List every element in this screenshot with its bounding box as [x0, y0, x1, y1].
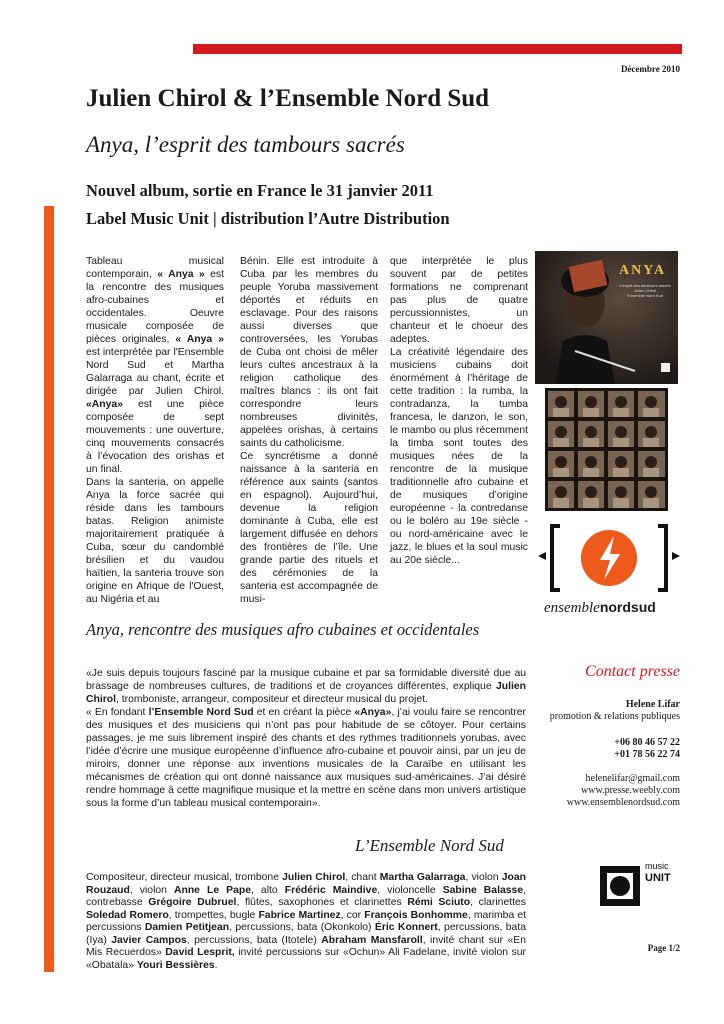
credit-name: Martha Galarraga	[379, 872, 466, 883]
credit-role: , flûtes, saxophones et clarinettes	[236, 897, 408, 908]
page-number: Page 1/2	[647, 943, 680, 953]
album-cover-lines: L'esprit des tambours sacrés Julien Chirol Ensemble Nord Sud	[619, 283, 671, 298]
credit-name: Damien Petitjean	[144, 922, 230, 933]
album-cover-brand: ANYA	[619, 263, 667, 278]
credit-name: Anne Le Pape	[173, 884, 251, 896]
credit-name: Sabine Balasse	[442, 884, 524, 896]
credit-role: , violoncelle	[377, 884, 443, 896]
quote-paragraph-2: « En fondant l’Ensemble Nord Sud et en créant la pièce «Anya», j’ai voulu faire se rencontrer des musiques et des musiciens qui n’ont pas pour habitude de se côtoyer. Pour certains passages, je me suis librement inspiré des chants et des rythmes traditionnels yorubas, avec l’idée d’écrire une musique européenne d’influence afro-cubaine et pouvoir ainsi, par un jeu de miroirs, donner une réponse aux inventions musicales de la Caraïbe en utilisant les mécanismes de création qui ont donné naissance aux musiques sud-américaines. J’ai désiré rendre hommage à cette magnifique musique et la mettre en scène dans mon univers artistique sous la forme d’un tableau musical contemporain».	[86, 707, 526, 809]
col1-paragraph-2: Dans la santeria, on appelle Anya la force sacrée qui réside dans les tambours batas. Religion animiste majoritairement pratiquée à Cuba, sœur du candomblé brésilien et du vaudou haïtien, la santeria trouve son origine en Afrique de l'Ouest, au Nigéria et au	[86, 477, 224, 605]
col3-paragraph-1: que interprétée le plus souvent par de petites formations ne comprenant pas plus de quatre percussionnistes, un chanteur et le choeur des adeptes.	[390, 256, 528, 345]
credit-name: Éric Konnert	[374, 922, 438, 933]
contact-website-1[interactable]: www.presse.weebly.com	[581, 785, 680, 796]
credit-name: Javier Campos	[111, 934, 187, 946]
credit-name: François Bonhomme	[364, 909, 468, 921]
credit-name: Joan Rouzaud	[86, 872, 526, 896]
page-title: Julien Chirol & l’Ensemble Nord Sud	[86, 85, 490, 112]
col2-paragraph-2: Ce syncrétisme a donné naissance à la santeria en référence aux saints (santos en espagnol). Aujourd’hui, devenue la religion dominante à Cuba, elle est largement diffusée en dehors des frontières de l’île. Une grande partie des rituels et des cérémonies de la santeria est accompagnée de musi-	[240, 451, 378, 605]
credit-name: Youri Bessières	[136, 959, 215, 971]
ensemble-logo-graphic	[536, 520, 682, 598]
album-cover-image	[535, 251, 678, 384]
credit-name: Rémi Sciuto	[407, 897, 471, 908]
credit-role: , marimba et percussions	[86, 909, 527, 933]
credit-role: , contrebasse	[86, 884, 526, 908]
release-heading: Nouvel album, sortie en France le 31 janvier 2011	[86, 181, 434, 200]
section-title: Anya, rencontre des musiques afro cubaines et occidentales	[86, 620, 480, 639]
header-red-bar	[193, 44, 682, 54]
document-date: Décembre 2010	[620, 64, 680, 74]
page-subtitle: Anya, l’esprit des tambours sacrés	[86, 132, 405, 157]
contact-title: Contact presse	[585, 663, 680, 680]
col2-paragraph-1: Bénin. Elle est introduite à Cuba par les membres du peuple Yoruba massivement déportés et réduits en esclavage. Pour des raisons aussi diverses que controversées, les Yorubas de Cuba ont choisi de mêler leurs cultes ancestraux à la religion catholique des maîtres blancs : ils ont fait correspondre leurs nombreuses divinités, appelées orishas, à certains saints du catholicisme.	[240, 256, 378, 449]
credit-name: Soledad Romero	[86, 909, 169, 921]
credit-role: , violon	[129, 884, 174, 896]
credit-role: , cor	[340, 909, 365, 921]
text-column-2	[240, 255, 378, 606]
credit-role: , clarinettes	[470, 897, 526, 908]
label-heading: Label Music Unit | distribution l’Autre Distribution	[86, 209, 450, 228]
credit-role: , trompettes, bugle	[168, 909, 259, 921]
contact-website-2[interactable]: www.ensemblenordsud.com	[566, 797, 680, 808]
musicians-photo-grid	[545, 388, 668, 511]
ensemble-credits	[86, 872, 526, 972]
quote-paragraph-1: «Je suis depuis toujours fasciné par la musique cubaine et par sa formidable diversité due au brassage de nombreuses cultures, de traditions et de croyances différentes, explique Julien Chirol, tromboniste, arrangeur, compositeur et directeur musical du projet.	[86, 668, 526, 705]
contact-phone-2: +01 78 56 22 74	[614, 749, 680, 760]
music-unit-logo: music UNIT	[600, 858, 680, 910]
credit-role: Compositeur, directeur musical, trombone	[86, 872, 283, 883]
col3-paragraph-2: La créativité légendaire des musiciens cubains doit énormément à l’héritage de cette tradition : la rumba, la contradanza, la tumba francesa, le danzon, le son, le mambo ou plus récemment la timba sont toutes des musiques nées de la rencontre de la musique traditionnelle afro cubaine et de musiques d’origine européenne - la contredanse ou le boléro au 19e siècle - ou nord-américaine avec le jazz, le blues et la soul music au 20e siècle...	[390, 347, 528, 566]
credit-role: invité percussions sur «Ochun» Ali Fadelane, invité violon sur «Obatala»	[86, 947, 526, 971]
credit-role: , percussions, bata (Iya)	[86, 922, 526, 946]
credit-role: , alto	[251, 884, 285, 896]
contact-name: Helene Lifar	[625, 699, 680, 710]
ensemble-title: L’Ensemble Nord Sud	[355, 836, 504, 855]
credit-name: Julien Chirol	[282, 872, 346, 883]
photo-grid-graphic	[545, 388, 668, 511]
quote-block	[86, 667, 526, 810]
ensemble-logo-wordmark: ensemblenordsud	[544, 599, 656, 616]
credit-name: Frédéric Maindive	[284, 884, 378, 896]
credit-role: , invité chant sur «En Mis Recuerdos»	[86, 934, 527, 958]
side-orange-bar	[44, 206, 54, 972]
contact-phone-1: +06 80 46 57 22	[614, 737, 680, 748]
credit-role: .	[214, 959, 218, 971]
credits-paragraph	[86, 872, 526, 972]
contact-email[interactable]: helenelifar@gmail.com	[585, 773, 680, 784]
ensemble-nord-sud-logo	[536, 520, 682, 620]
credit-role: , chant	[345, 872, 380, 883]
contact-role: promotion & relations publiques	[549, 711, 680, 722]
text-column-3	[390, 255, 528, 567]
credit-role: , percussions, bata (Itotele)	[186, 934, 322, 946]
credit-name: Abraham Mansfaroll	[321, 934, 423, 946]
credit-role: , percussions, bata (Okonkolo)	[229, 922, 375, 933]
credit-name: Fabrice Martinez	[258, 909, 341, 921]
credit-role: , violon	[465, 872, 502, 883]
col1-paragraph-1: Tableau musical contemporain, « Anya » est la rencontre des musiques afro-cubaines et occidentales. Oeuvre musicale composée de pièces originales, « Anya » est interprétée par l'Ensemble Nord Sud et Martha Galarraga au chant, écrite et dirigée par Julien Chirol. «Anya» est une pièce composée de sept mouvements : une ouverture, cinq mouvements consacrés à l’évocation des orishas et un final.	[86, 256, 225, 475]
credit-name: Grégoire Dubruel	[148, 897, 237, 908]
credit-name: David Lesprit,	[165, 947, 235, 958]
text-column-1	[86, 255, 224, 606]
